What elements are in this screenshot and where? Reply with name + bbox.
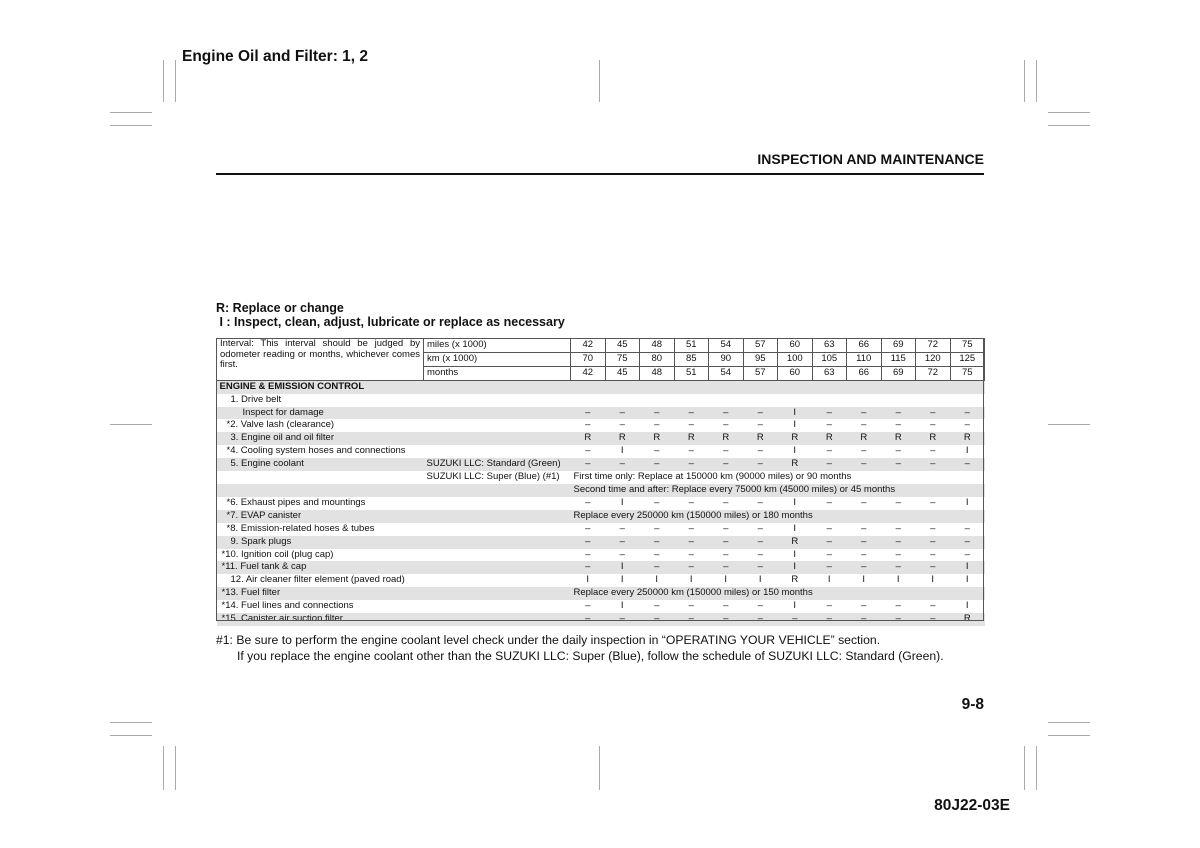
schedule-value: – bbox=[640, 536, 675, 549]
schedule-note: Replace every 250000 km (150000 miles) or 180 months bbox=[571, 510, 985, 523]
schedule-value: I bbox=[655, 574, 659, 586]
schedule-value: – bbox=[654, 496, 660, 508]
interval-value: 90 bbox=[709, 352, 744, 366]
schedule-value: I bbox=[965, 445, 969, 457]
item-label: 1. Drive belt bbox=[230, 393, 282, 405]
schedule-value: – bbox=[895, 522, 901, 534]
table-row bbox=[217, 445, 985, 458]
schedule-value: – bbox=[688, 548, 694, 560]
crop-mark bbox=[599, 746, 600, 790]
item-label: *15. Canister air suction filter bbox=[217, 613, 424, 626]
table-row bbox=[217, 587, 985, 600]
schedule-value: I bbox=[758, 574, 762, 586]
schedule-value: – bbox=[861, 419, 867, 431]
crop-mark bbox=[1048, 424, 1090, 425]
interval-value: 66 bbox=[847, 366, 882, 380]
crop-mark bbox=[110, 424, 152, 425]
sub-label bbox=[424, 484, 571, 497]
schedule-value: – bbox=[640, 561, 675, 574]
schedule-value: – bbox=[640, 458, 675, 471]
schedule-value: – bbox=[757, 600, 763, 612]
schedule-value: – bbox=[723, 445, 729, 457]
schedule-value: – bbox=[688, 600, 694, 612]
schedule-value: R bbox=[881, 432, 916, 445]
sub-label bbox=[424, 419, 571, 432]
schedule-value: I bbox=[793, 419, 797, 431]
schedule-value: – bbox=[826, 445, 832, 457]
schedule-value: – bbox=[881, 561, 916, 574]
item-label bbox=[217, 484, 424, 497]
schedule-value: – bbox=[743, 561, 778, 574]
schedule-value: – bbox=[964, 548, 970, 560]
schedule-value: – bbox=[861, 600, 867, 612]
sub-label bbox=[424, 407, 571, 420]
schedule-value: – bbox=[895, 496, 901, 508]
schedule-value: – bbox=[674, 613, 709, 626]
schedule-value: I bbox=[620, 600, 624, 612]
table-row bbox=[217, 419, 985, 432]
interval-value: 69 bbox=[881, 339, 916, 353]
table-row bbox=[217, 536, 985, 549]
unit-label: miles (x 1000) bbox=[424, 339, 571, 353]
schedule-value: – bbox=[916, 458, 951, 471]
sub-label bbox=[424, 574, 571, 587]
schedule-value: – bbox=[585, 522, 591, 534]
schedule-value: I bbox=[605, 561, 640, 574]
schedule-value: – bbox=[950, 407, 985, 420]
sub-label bbox=[424, 445, 571, 458]
schedule-value: I bbox=[965, 600, 969, 612]
schedule-value: – bbox=[812, 536, 847, 549]
schedule-value: – bbox=[688, 445, 694, 457]
schedule-value: – bbox=[723, 419, 729, 431]
schedule-value: – bbox=[861, 445, 867, 457]
crop-mark bbox=[110, 722, 152, 723]
interval-value: 42 bbox=[571, 366, 606, 380]
schedule-value: – bbox=[881, 458, 916, 471]
item-label: *4. Cooling system hoses and connections bbox=[226, 445, 406, 457]
item-label: *6. Exhaust pipes and mountings bbox=[226, 496, 366, 508]
schedule-value: – bbox=[654, 600, 660, 612]
schedule-value: I bbox=[793, 522, 797, 534]
schedule-value: – bbox=[619, 548, 625, 560]
schedule-value: – bbox=[847, 536, 882, 549]
crop-mark bbox=[1036, 60, 1037, 102]
schedule-note: First time only: Replace at 150000 km (90000 miles) or 90 months bbox=[573, 471, 852, 483]
schedule-value: I bbox=[778, 561, 813, 574]
item-label bbox=[217, 471, 424, 484]
interval-value: 69 bbox=[881, 366, 916, 380]
schedule-value: – bbox=[895, 548, 901, 560]
item-label: Inspect for damage bbox=[217, 407, 424, 420]
schedule-value: – bbox=[916, 613, 951, 626]
interval-value: 45 bbox=[605, 339, 640, 353]
sub-label bbox=[424, 510, 571, 523]
interval-value: 48 bbox=[640, 339, 675, 353]
schedule-value: – bbox=[964, 522, 970, 534]
table-row bbox=[217, 510, 985, 523]
schedule-value: – bbox=[619, 419, 625, 431]
table-row bbox=[217, 561, 985, 574]
interval-value: 54 bbox=[709, 366, 744, 380]
interval-value: 75 bbox=[950, 366, 985, 380]
schedule-value: – bbox=[950, 458, 985, 471]
interval-value: 75 bbox=[605, 352, 640, 366]
item-label: *10. Ignition coil (plug cap) bbox=[221, 548, 334, 560]
schedule-value: R bbox=[791, 574, 799, 586]
interval-value: 63 bbox=[812, 366, 847, 380]
schedule-value: R bbox=[640, 432, 675, 445]
schedule-value: – bbox=[571, 536, 606, 549]
schedule-note: Replace every 250000 km (150000 miles) or 150 months bbox=[571, 587, 985, 600]
schedule-value: – bbox=[916, 407, 951, 420]
schedule-value: I bbox=[620, 445, 624, 457]
table-row bbox=[217, 458, 985, 471]
schedule-value: – bbox=[881, 613, 916, 626]
legend-inspect: I : Inspect, clean, adjust, lubricate or replace as necessary bbox=[216, 314, 565, 329]
schedule-value: – bbox=[757, 419, 763, 431]
schedule-value: I bbox=[689, 574, 693, 586]
legend-replace: R: Replace or change bbox=[216, 301, 344, 315]
sub-label bbox=[424, 536, 571, 549]
sub-label bbox=[424, 587, 571, 600]
crop-mark bbox=[1024, 60, 1025, 102]
schedule-value: – bbox=[930, 522, 936, 534]
schedule-value: – bbox=[847, 458, 882, 471]
table-row bbox=[217, 394, 985, 407]
sub-label bbox=[424, 432, 571, 445]
sub-label bbox=[424, 523, 571, 536]
schedule-value: – bbox=[757, 548, 763, 560]
interval-value: 115 bbox=[881, 352, 916, 366]
schedule-value: I bbox=[793, 548, 797, 560]
table-row bbox=[217, 523, 985, 536]
schedule-value: – bbox=[812, 561, 847, 574]
schedule-value: R bbox=[571, 432, 606, 445]
schedule-value: – bbox=[812, 613, 847, 626]
schedule-value: – bbox=[847, 407, 882, 420]
schedule-value: I bbox=[862, 574, 866, 586]
crop-mark bbox=[163, 746, 164, 790]
crop-mark bbox=[175, 60, 176, 102]
interval-value: 60 bbox=[778, 366, 813, 380]
interval-value: 80 bbox=[640, 352, 675, 366]
schedule-value: R bbox=[778, 432, 813, 445]
unit-label: km (x 1000) bbox=[424, 352, 571, 366]
schedule-value: – bbox=[709, 561, 744, 574]
schedule-value: – bbox=[654, 548, 660, 560]
section-title: INSPECTION AND MAINTENANCE bbox=[757, 151, 984, 167]
schedule-value: – bbox=[709, 536, 744, 549]
interval-value: 72 bbox=[916, 339, 951, 353]
schedule-value: I bbox=[965, 574, 969, 586]
interval-value: 95 bbox=[743, 352, 778, 366]
schedule-value: – bbox=[654, 445, 660, 457]
schedule-value: – bbox=[674, 407, 709, 420]
interval-value: 57 bbox=[743, 339, 778, 353]
crop-mark bbox=[110, 735, 152, 736]
schedule-value: – bbox=[723, 548, 729, 560]
schedule-value: – bbox=[723, 600, 729, 612]
schedule-value: – bbox=[895, 419, 901, 431]
schedule-value: – bbox=[930, 419, 936, 431]
schedule-value: I bbox=[965, 496, 969, 508]
schedule-value: R bbox=[812, 432, 847, 445]
schedule-value: – bbox=[640, 613, 675, 626]
schedule-value: I bbox=[586, 574, 590, 586]
schedule-value: R bbox=[778, 536, 813, 549]
header-rule bbox=[216, 173, 984, 175]
schedule-value: – bbox=[674, 458, 709, 471]
schedule-value: – bbox=[688, 522, 694, 534]
item-label: *13. Fuel filter bbox=[217, 587, 424, 600]
schedule-value: R bbox=[916, 432, 951, 445]
page-header-title: Engine Oil and Filter: 1, 2 bbox=[182, 48, 369, 65]
schedule-value: I bbox=[931, 574, 935, 586]
table-row bbox=[217, 497, 985, 510]
schedule-value: – bbox=[571, 561, 606, 574]
schedule-value: – bbox=[709, 613, 744, 626]
interval-value: 51 bbox=[674, 339, 709, 353]
item-label: 12. Air cleaner filter element (paved road) bbox=[230, 574, 405, 586]
interval-value: 57 bbox=[743, 366, 778, 380]
table-row bbox=[217, 613, 985, 626]
schedule-value: R bbox=[950, 613, 985, 626]
interval-value: 60 bbox=[778, 339, 813, 353]
item-label: *14. Fuel lines and connections bbox=[221, 600, 354, 612]
schedule-value: I bbox=[793, 496, 797, 508]
schedule-value: I bbox=[896, 574, 900, 586]
schedule-value: – bbox=[930, 445, 936, 457]
schedule-value: – bbox=[743, 613, 778, 626]
schedule-value: – bbox=[605, 407, 640, 420]
schedule-value: – bbox=[743, 407, 778, 420]
interval-value: 75 bbox=[950, 339, 985, 353]
schedule-value: – bbox=[723, 496, 729, 508]
table-row bbox=[217, 549, 985, 562]
crop-mark bbox=[110, 125, 152, 126]
schedule-value: – bbox=[847, 561, 882, 574]
schedule-value: – bbox=[812, 458, 847, 471]
footnote-line-1: #1: Be sure to perform the engine coolant level check under the daily inspection in “OPERATING YOUR VEHICLE” section. bbox=[216, 633, 881, 647]
footnote-line-2: If you replace the engine coolant other than the SUZUKI LLC: Super (Blue), follow the schedule of SUZUKI LLC: Standard (Green). bbox=[237, 649, 944, 663]
interval-value: 120 bbox=[916, 352, 951, 366]
table-row bbox=[217, 407, 985, 420]
interval-value: 85 bbox=[674, 352, 709, 366]
schedule-value: – bbox=[585, 600, 591, 612]
schedule-value: – bbox=[826, 522, 832, 534]
schedule-value: – bbox=[605, 458, 640, 471]
interval-value: 54 bbox=[709, 339, 744, 353]
footnote bbox=[216, 632, 944, 664]
crop-mark bbox=[1048, 125, 1090, 126]
schedule-value: – bbox=[688, 496, 694, 508]
sub-label: SUZUKI LLC: Super (Blue) (#1) bbox=[426, 471, 560, 483]
schedule-value: I bbox=[778, 407, 813, 420]
interval-value: 66 bbox=[847, 339, 882, 353]
schedule-value: – bbox=[571, 458, 606, 471]
schedule-value: I bbox=[793, 445, 797, 457]
schedule-value: – bbox=[654, 419, 660, 431]
schedule-value: – bbox=[964, 419, 970, 431]
interval-value: 70 bbox=[571, 352, 606, 366]
table-row bbox=[217, 471, 985, 484]
schedule-value: – bbox=[861, 496, 867, 508]
interval-value: 45 bbox=[605, 366, 640, 380]
sub-label bbox=[424, 549, 571, 562]
schedule-value: – bbox=[743, 536, 778, 549]
crop-mark bbox=[1048, 722, 1090, 723]
interval-value: 48 bbox=[640, 366, 675, 380]
schedule-value: – bbox=[757, 445, 763, 457]
schedule-value: – bbox=[757, 496, 763, 508]
interval-value: 105 bbox=[812, 352, 847, 366]
sub-label bbox=[424, 394, 571, 407]
schedule-value: – bbox=[571, 613, 606, 626]
item-label: 9. Spark plugs bbox=[217, 536, 424, 549]
interval-value: 100 bbox=[778, 352, 813, 366]
schedule-value: – bbox=[654, 522, 660, 534]
crop-mark bbox=[1036, 746, 1037, 790]
schedule-value: – bbox=[826, 496, 832, 508]
schedule-value: R bbox=[709, 432, 744, 445]
crop-mark bbox=[163, 60, 164, 102]
schedule-value: – bbox=[709, 407, 744, 420]
schedule-value: R bbox=[778, 458, 813, 471]
crop-mark bbox=[110, 112, 152, 113]
schedule-value: – bbox=[743, 458, 778, 471]
table-row bbox=[217, 574, 985, 587]
interval-value: 63 bbox=[812, 339, 847, 353]
item-label: *8. Emission-related hoses & tubes bbox=[226, 522, 375, 534]
sub-label bbox=[424, 613, 571, 626]
crop-mark bbox=[1048, 735, 1090, 736]
schedule-value: I bbox=[827, 574, 831, 586]
sub-label bbox=[424, 600, 571, 613]
table-row bbox=[217, 484, 985, 497]
schedule-value: I bbox=[724, 574, 728, 586]
schedule-value: – bbox=[757, 522, 763, 534]
header-row-miles bbox=[217, 339, 985, 353]
schedule-value: – bbox=[861, 548, 867, 560]
page-number: 9-8 bbox=[961, 696, 984, 713]
schedule-value: – bbox=[585, 548, 591, 560]
schedule-value: – bbox=[640, 407, 675, 420]
crop-mark bbox=[1024, 746, 1025, 790]
schedule-value: R bbox=[847, 432, 882, 445]
schedule-value: – bbox=[861, 522, 867, 534]
legend bbox=[216, 302, 565, 329]
schedule-value: – bbox=[778, 613, 813, 626]
schedule-value: – bbox=[812, 407, 847, 420]
interval-value: 51 bbox=[674, 366, 709, 380]
interval-value: 125 bbox=[950, 352, 985, 366]
schedule-value: I bbox=[620, 574, 624, 586]
interval-description: Interval: This interval should be judged by odometer reading or months, whichever comes first. bbox=[217, 339, 424, 381]
maintenance-schedule-table bbox=[216, 338, 985, 626]
schedule-value: I bbox=[793, 600, 797, 612]
sub-label bbox=[424, 561, 571, 574]
schedule-value: – bbox=[916, 536, 951, 549]
schedule-value: – bbox=[709, 458, 744, 471]
schedule-value: – bbox=[571, 407, 606, 420]
schedule-value: – bbox=[930, 600, 936, 612]
schedule-value: R bbox=[743, 432, 778, 445]
schedule-value: – bbox=[826, 548, 832, 560]
schedule-value: R bbox=[950, 432, 985, 445]
table-row bbox=[217, 600, 985, 613]
schedule-value: – bbox=[895, 445, 901, 457]
item-label: *7. EVAP canister bbox=[217, 510, 424, 523]
interval-value: 72 bbox=[916, 366, 951, 380]
schedule-value: – bbox=[605, 536, 640, 549]
schedule-value: – bbox=[585, 419, 591, 431]
schedule-value: – bbox=[895, 600, 901, 612]
schedule-value: – bbox=[826, 419, 832, 431]
item-label: *2. Valve lash (clearance) bbox=[226, 419, 335, 431]
item-label: *11. Fuel tank & cap bbox=[217, 561, 424, 574]
schedule-value: – bbox=[881, 536, 916, 549]
schedule-value: – bbox=[723, 522, 729, 534]
table-row bbox=[217, 432, 985, 445]
schedule-value: R bbox=[605, 432, 640, 445]
schedule-value: – bbox=[674, 561, 709, 574]
item-label: 3. Engine oil and oil filter bbox=[217, 432, 424, 445]
section-label: ENGINE & EMISSION CONTROL bbox=[217, 380, 985, 393]
schedule-value: – bbox=[674, 536, 709, 549]
schedule-value: – bbox=[881, 407, 916, 420]
schedule-value: R bbox=[674, 432, 709, 445]
schedule-value: – bbox=[950, 536, 985, 549]
schedule-value: – bbox=[605, 613, 640, 626]
schedule-value: – bbox=[930, 496, 936, 508]
document-code: 80J22-03E bbox=[934, 797, 1010, 814]
sub-label: SUZUKI LLC: Standard (Green) bbox=[424, 458, 571, 471]
schedule-value: – bbox=[688, 419, 694, 431]
schedule-value: – bbox=[585, 496, 591, 508]
schedule-value: – bbox=[619, 522, 625, 534]
schedule-note: Second time and after: Replace every 75000 km (45000 miles) or 45 months bbox=[571, 484, 985, 497]
schedule-empty bbox=[571, 394, 985, 407]
schedule-value: – bbox=[847, 613, 882, 626]
item-label: 5. Engine coolant bbox=[217, 458, 424, 471]
schedule-value: I bbox=[950, 561, 985, 574]
crop-mark bbox=[1048, 112, 1090, 113]
interval-value: 42 bbox=[571, 339, 606, 353]
crop-mark bbox=[175, 746, 176, 790]
schedule-value: – bbox=[826, 600, 832, 612]
schedule-value: – bbox=[585, 445, 591, 457]
sub-label bbox=[424, 497, 571, 510]
schedule-value: – bbox=[930, 548, 936, 560]
crop-mark bbox=[599, 60, 600, 102]
section-row bbox=[217, 380, 985, 393]
unit-label: months bbox=[424, 366, 571, 380]
schedule-value: – bbox=[916, 561, 951, 574]
interval-value: 110 bbox=[847, 352, 882, 366]
schedule-value: I bbox=[620, 496, 624, 508]
